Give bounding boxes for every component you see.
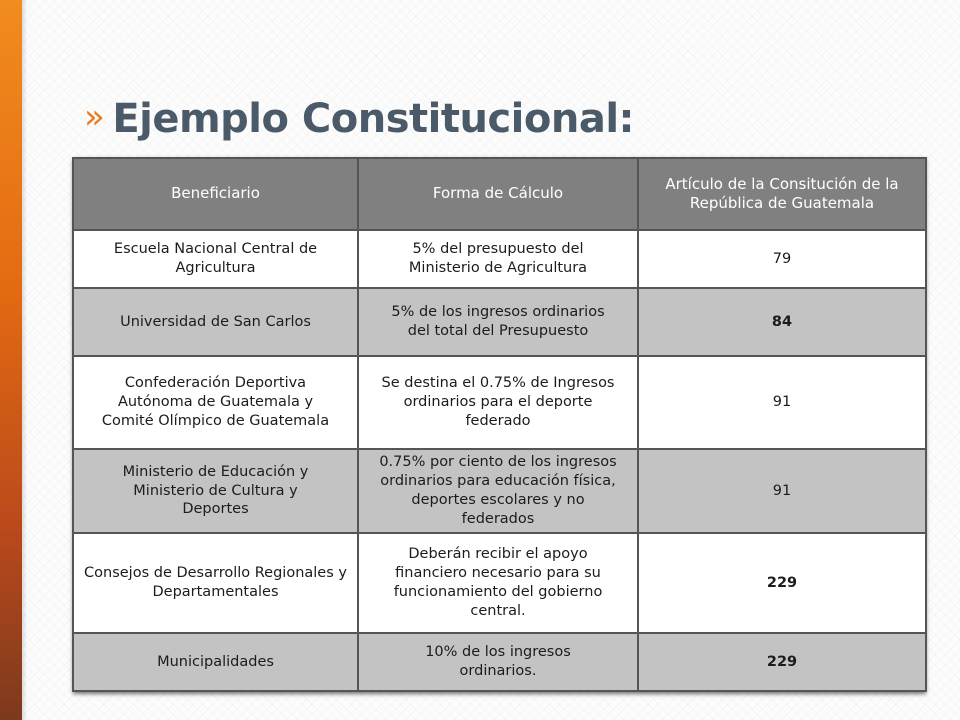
table-row — [73, 449, 926, 533]
header-beneficiario: Beneficiario — [73, 158, 358, 230]
cell-forma-calculo: 5% de los ingresos ordinarios del total del Presupuesto — [358, 288, 638, 356]
cell-forma-calculo: 10% de los ingresos ordinarios. — [358, 633, 638, 691]
side-accent-bar — [0, 0, 22, 720]
cell-beneficiario: Municipalidades — [73, 633, 358, 691]
table-row — [73, 533, 926, 633]
header-forma-calculo: Forma de Cálculo — [358, 158, 638, 230]
cell-articulo: 79 — [638, 230, 926, 288]
cell-forma-calculo: 5% del presupuesto del Ministerio de Agricultura — [358, 230, 638, 288]
budget-allocation-table — [72, 157, 927, 692]
table-header-row — [73, 158, 926, 230]
cell-forma-calculo: 0.75% por ciento de los ingresos ordinarios para educación física, deportes escolares y no federados — [358, 449, 638, 533]
cell-beneficiario: Universidad de San Carlos — [73, 288, 358, 356]
cell-beneficiario: Consejos de Desarrollo Regionales y Departamentales — [73, 533, 358, 633]
cell-articulo: 229 — [638, 533, 926, 633]
table-row — [73, 356, 926, 449]
cell-forma-calculo: Se destina el 0.75% de Ingresos ordinarios para el deporte federado — [358, 356, 638, 449]
slide-title-text: Ejemplo Constitucional: — [112, 96, 635, 142]
cell-articulo: 229 — [638, 633, 926, 691]
cell-articulo: 91 — [638, 356, 926, 449]
table-row — [73, 230, 926, 288]
table-row — [73, 288, 926, 356]
cell-beneficiario: Escuela Nacional Central de Agricultura — [73, 230, 358, 288]
cell-articulo: 91 — [638, 449, 926, 533]
cell-forma-calculo: Deberán recibir el apoyo financiero necesario para su funcionamiento del gobierno central. — [358, 533, 638, 633]
cell-articulo: 84 — [638, 288, 926, 356]
title-bullet-icon: » — [84, 97, 105, 137]
header-articulo: Artículo de la Consitución de la República de Guatemala — [638, 158, 926, 230]
budget-allocation-table-container — [72, 157, 925, 692]
slide-title — [84, 96, 634, 142]
table-row — [73, 633, 926, 691]
cell-beneficiario: Ministerio de Educación y Ministerio de Cultura y Deportes — [73, 449, 358, 533]
cell-beneficiario: Confederación Deportiva Autónoma de Guatemala y Comité Olímpico de Guatemala — [73, 356, 358, 449]
